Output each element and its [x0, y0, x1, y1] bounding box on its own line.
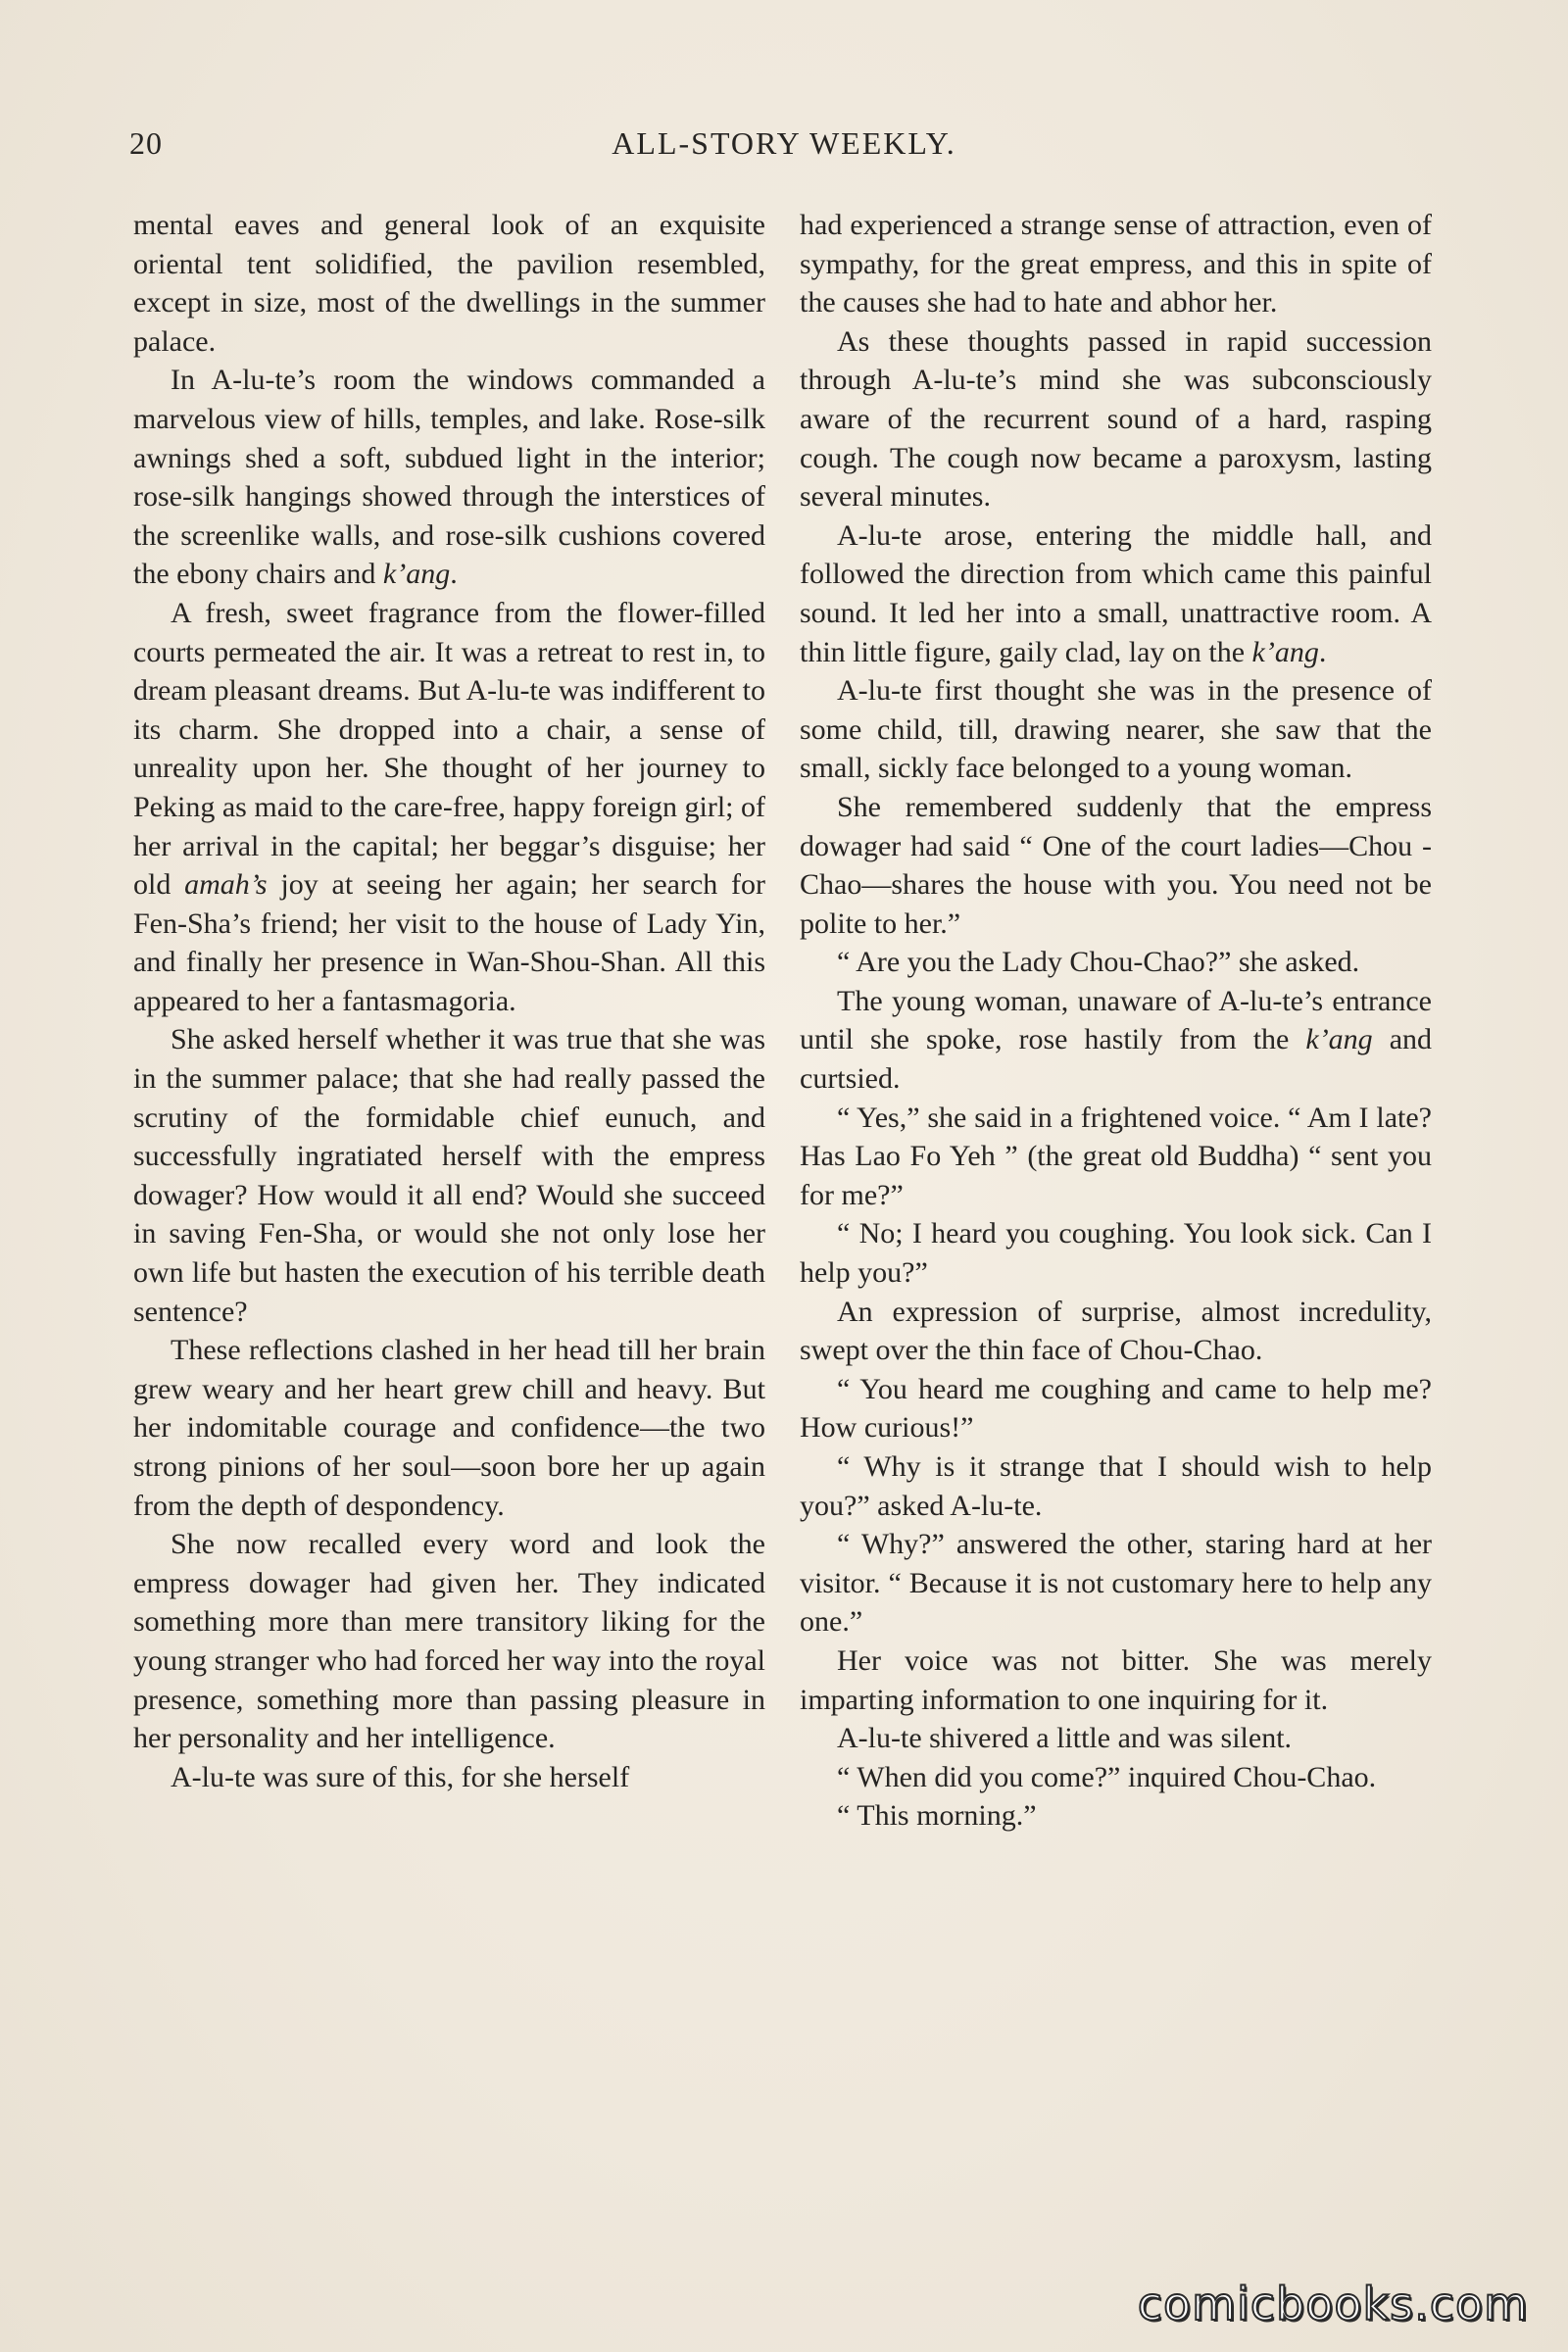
watermark-logo: comicbooks.com [1137, 2278, 1529, 2330]
paragraph: In A-lu-te’s room the windows commanded a marvelous view of hills, temples, and lake. Rose-silk awnings shed a soft, subdued light in the interior; rose-silk hangings showed through the interstices of the screenlike walls, and rose-silk cushions covered the ebony chairs and k’ang. [133, 364, 765, 591]
paragraph: She asked herself whether it was true that she was in the summer palace; that she had really passed the scrutiny of the formidable chief eunuch, and successfully ingratiated herself with the empress dowager? How would it all end? Would she succeed in saving Fen-Sha, or would she not only lose her own life but hasten the execution of his terrible death sentence? [133, 1023, 765, 1328]
page-header [129, 125, 1439, 174]
paragraph: “ You heard me coughing and came to help me? How curious!” [800, 1372, 1432, 1445]
paragraph: “ Yes,” she said in a frightened voice. “ Am I late? Has Lao Fo Yeh ” (the great old Buddha) “ sent you for me?” [800, 1101, 1432, 1211]
italic-word: amah’s [184, 868, 268, 902]
paragraph: “ Are you the Lady Chou-Chao?” she asked. [837, 946, 1360, 979]
paragraph: A-lu-te shivered a little and was silent. [837, 1722, 1293, 1755]
paragraph: She now recalled every word and look the empress dowager had given her. They indicated something more than mere transitory liking for the young stranger who had forced her way into the royal presence, something more than passing pleasure in her personality and her intelligence. [133, 1528, 765, 1755]
paragraph: “ Why?” answered the other, staring hard at her visitor. “ Because it is not customary here to help any one.” [800, 1528, 1432, 1639]
paragraph: “ When did you come?” inquired Chou-Chao. [837, 1760, 1377, 1793]
page-number: 20 [129, 125, 163, 161]
paragraph: “ This morning.” [837, 1799, 1037, 1833]
paragraph: These reflections clashed in her head till her brain grew weary and her heart grew chill and heavy. But her indomitable courage and confidence—the two strong pinions of her soul—soon bore her up again from the depth of despondency. [133, 1334, 765, 1522]
paragraph: Her voice was not bitter. She was merely imparting information to one inquiring for it. [800, 1643, 1432, 1716]
left-column [133, 206, 765, 1796]
running-title: ALL-STORY WEEKLY. [612, 125, 956, 161]
paragraph: A fresh, sweet fragrance from the flower-filled courts permeated the air. It was a retreat to rest in, to dream pleasant dreams. But A-lu-te was indifferent to its charm. She dropped into a chair, a sense of unreality upon her. She thought of her journey to Peking as maid to the care-free, happy foreign girl; of her arrival in the capital; her beggar’s disguise; her old amah’s joy at seeing her again; her search for Fen-Sha’s friend; her visit to the house of Lady Yin, and finally her presence in Wan-Shou-Shan. All this appeared to her a fantasmagoria. [133, 596, 766, 1017]
paragraph: “ No; I heard you coughing. You look sick. Can I help you?” [800, 1217, 1432, 1290]
italic-word: k’ang [382, 558, 451, 591]
paragraph: A-lu-te was sure of this, for she herself [171, 1760, 630, 1793]
paragraph: As these thoughts passed in rapid succession through A-lu-te’s mind she was subconsciously aware of the recurrent sound of a hard, rasping cough. The cough now became a paroxysm, lasting several minutes. [800, 324, 1432, 514]
paragraph: The young woman, unaware of A-lu-te’s entrance until she spoke, rose hastily from the k’ang and curtsied. [800, 984, 1433, 1096]
paragraph: A-lu-te first thought she was in the presence of some child, till, drawing nearer, she saw that the small, sickly face belonged to a young woman. [800, 674, 1432, 785]
paragraph: An expression of surprise, almost incredulity, swept over the thin face of Chou-Chao. [800, 1295, 1432, 1367]
italic-word: k’ang [1305, 1023, 1373, 1056]
paragraph: “ Why is it strange that I should wish to help you?” asked A-lu-te. [800, 1450, 1432, 1522]
paragraph: A-lu-te arose, entering the middle hall, and followed the direction from which came this painful sound. It led her into a small, unattractive room. A thin little figure, gaily clad, lay on the k’ang. [800, 518, 1432, 668]
paragraph: had experienced a strange sense of attraction, even of sympathy, for the great empress, and this in spite of the causes she had to hate and abhor her. [800, 209, 1432, 319]
italic-word: k’ang [1251, 635, 1319, 668]
paragraph: mental eaves and general look of an exquisite oriental tent solidified, the pavilion resembled, except in size, most of the dwellings in the summer palace. [133, 209, 765, 358]
right-column [800, 206, 1432, 1836]
paragraph: She remembered suddenly that the empress dowager had said “ One of the court ladies—Chou - Chao—shares the house with you. You need not be polite to her.” [800, 790, 1432, 940]
